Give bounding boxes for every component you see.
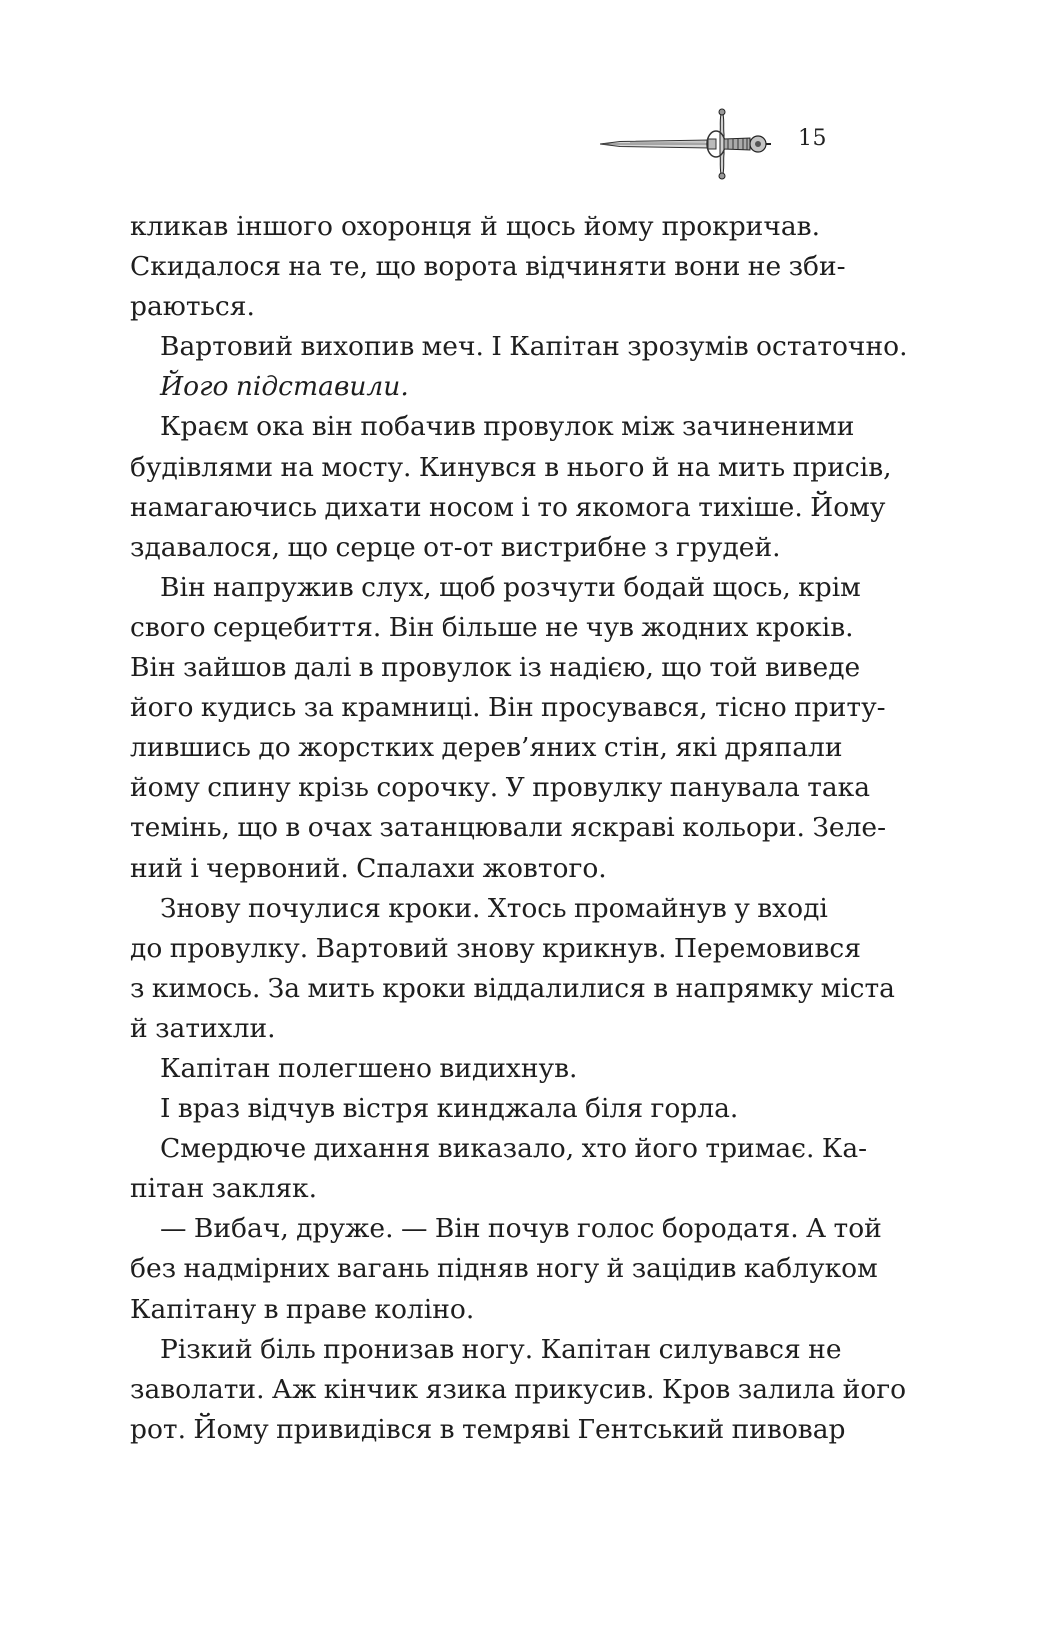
body-text [130, 207, 908, 1450]
text-line: без надмірних вагань підняв ногу й зацідив каблуком [130, 1253, 878, 1285]
text-line: Капітан полегшено видихнув. [160, 1052, 578, 1084]
text-line: Він зайшов далі в провулок із надією, що той виведе [130, 652, 861, 684]
text-line: будівлями на мосту. Кинувся в нього й на мить присів, [130, 451, 892, 483]
text-line: рот. Йому привидівся в темряві Гентський пивовар [130, 1413, 846, 1445]
text-line: Капітану в праве коліно. [130, 1293, 475, 1325]
text-line: темінь, що в очах затанцювали яскраві кольори. Зеле- [130, 812, 887, 844]
text-line: свого серцебиття. Він більше не чув жодних кроків. [130, 611, 854, 643]
text-line: — Вибач, друже. — Він почув голос бородатя. А той [160, 1213, 882, 1245]
text-line: ний і червоний. Спалахи жовтого. [130, 852, 607, 884]
text-line: намагаючись дихати носом і то якомога тихіше. Йому [130, 491, 886, 523]
text-line: лившись до жорстких дерев’яних стін, які дряпали [130, 732, 843, 764]
page-header [600, 104, 840, 184]
text-line: Краєм ока він побачив провулок між зачиненими [160, 411, 855, 443]
text-line: Різкий біль пронизав ногу. Капітан силувався не [160, 1333, 842, 1365]
text-line: раються. [130, 291, 255, 323]
text-line: Вартовий вихопив меч. І Капітан зрозумів остаточно. [160, 331, 908, 363]
text-line: його кудись за крамниці. Він просувався, тісно приту- [130, 692, 886, 724]
text-line: Знову почулися кроки. Хтось промайнув у вході [160, 892, 828, 924]
text-line: кликав іншого охоронця й щось йому прокричав. [130, 211, 820, 242]
text-line: йому спину крізь сорочку. У провулку панувала така [130, 772, 871, 804]
text-line: І враз відчув вістря кинджала біля горла. [160, 1093, 739, 1125]
text-line: Він напружив слух, щоб розчути бодай щось, крім [160, 571, 861, 603]
text-line: заволати. Аж кінчик язика прикусив. Кров залила його [130, 1373, 907, 1405]
text-line: Скидалося на те, що ворота відчиняти вони не зби- [130, 251, 846, 283]
page-number: 15 [798, 126, 827, 151]
text-line: Його підставили. [160, 371, 409, 403]
text-line: до провулку. Вартовий знову крикнув. Перемовився [130, 932, 861, 964]
text-line: з кимось. За мить кроки віддалилися в напрямку міста [130, 972, 895, 1004]
text-line: й затихли. [130, 1012, 276, 1044]
text-line: Смердюче дихання виказало, хто його тримає. Ка- [160, 1133, 868, 1165]
text-line: здавалося, що серце от-от вистрибне з грудей. [130, 531, 781, 563]
dagger-icon [600, 104, 780, 184]
text-line: пітан закляк. [130, 1173, 318, 1205]
